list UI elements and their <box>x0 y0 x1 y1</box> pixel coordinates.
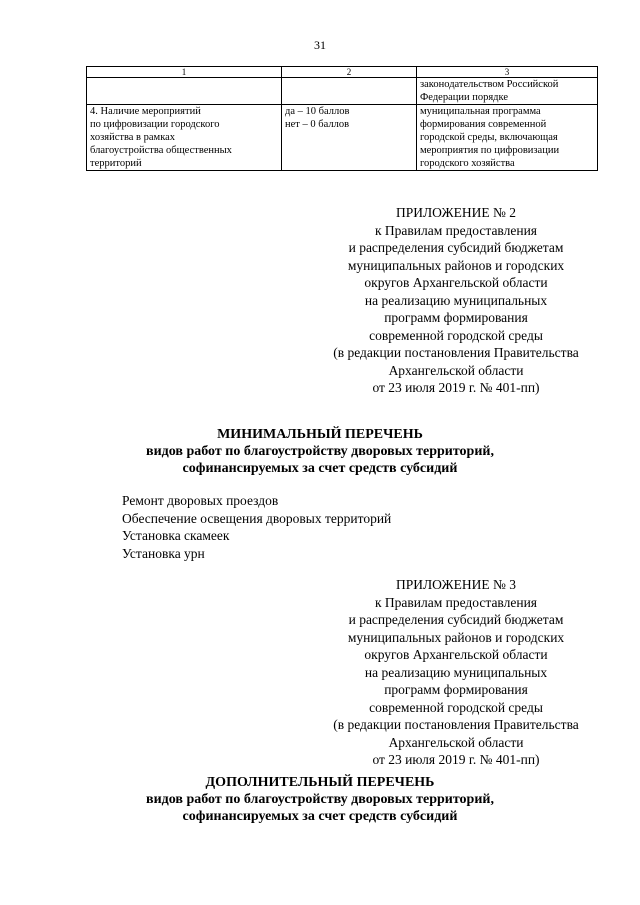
section-subtitle: софинансируемых за счет средств субсидий <box>182 461 458 476</box>
appendix-line: и распределения субсидий бюджетам <box>348 240 564 255</box>
section-title: ДОПОЛНИТЕЛЬНЫЙ ПЕРЕЧЕНЬ <box>205 775 435 790</box>
cell-line: хозяйства в рамках <box>90 132 176 143</box>
appendix-line: Архангельской области <box>388 734 524 750</box>
appendix-title: ПРИЛОЖЕНИЕ № 3 <box>395 577 517 592</box>
appendix-line: муниципальных районов и городских <box>347 257 565 273</box>
column-header: 3 <box>417 67 598 78</box>
appendix-line: от 23 июля 2019 г. № 401-пп) <box>372 752 540 767</box>
cell-line: городской среды, включающая <box>420 132 558 143</box>
section-subtitle: софинансируемых за счет средств субсидий <box>182 809 458 824</box>
appendix-line: к Правилам предоставления <box>374 594 538 610</box>
appendix-line: (в редакции постановления Правительства <box>333 345 579 360</box>
appendix-line: к Правилам предоставления <box>374 222 538 238</box>
appendix-3-block <box>306 576 606 769</box>
cell-line: законодательством Российской <box>420 79 559 90</box>
min-work-list <box>122 492 391 562</box>
column-header: 2 <box>282 67 417 78</box>
appendix-line: современной городской среды <box>369 327 543 343</box>
cell-line: мероприятия по цифровизации <box>420 145 560 156</box>
list-item: Ремонт дворовых проездов <box>122 493 279 508</box>
page-number: 31 <box>314 38 326 52</box>
table-cell <box>417 78 598 105</box>
cell-line: Федерации порядке <box>420 92 509 103</box>
appendix-line: округов Архангельской области <box>364 275 548 290</box>
table-cell <box>87 105 282 171</box>
cell-line: формирования современной <box>420 119 547 130</box>
table-row <box>87 78 598 105</box>
table-cell <box>87 78 282 105</box>
cell-line: благоустройства общественных <box>90 145 232 156</box>
section-subtitle: видов работ по благоустройству дворовых территорий, <box>146 444 494 459</box>
appendix-line: Архангельской области <box>388 362 524 378</box>
appendix-line: муниципальных районов и городских <box>347 629 565 645</box>
appendix-line: на реализацию муниципальных <box>364 664 548 680</box>
min-list-heading <box>0 426 640 477</box>
appendix-2-block <box>306 204 606 397</box>
cell-line: 4. Наличие мероприятий <box>90 106 201 117</box>
table-row <box>87 105 598 171</box>
appendix-line: на реализацию муниципальных <box>364 292 548 308</box>
cell-line: территорий <box>90 158 142 169</box>
list-item: Установка скамеек <box>122 528 230 543</box>
criteria-table <box>86 66 598 171</box>
list-item: Обеспечение освещения дворовых территорий <box>122 510 392 526</box>
cell-line: да – 10 баллов <box>285 106 350 117</box>
cell-line: городского хозяйства <box>420 158 515 169</box>
section-subtitle: видов работ по благоустройству дворовых территорий, <box>146 792 494 807</box>
appendix-line: и распределения субсидий бюджетам <box>348 612 564 627</box>
table-header-row <box>87 67 598 78</box>
cell-line: муниципальная программа <box>420 106 541 117</box>
list-item: Установка урн <box>122 545 205 561</box>
appendix-line: (в редакции постановления Правительства <box>333 717 579 732</box>
cell-line: по цифровизации городского <box>90 119 220 130</box>
table-cell <box>282 78 417 105</box>
appendix-line: округов Архангельской области <box>364 647 548 662</box>
appendix-title: ПРИЛОЖЕНИЕ № 2 <box>395 205 517 220</box>
table-cell <box>417 105 598 171</box>
appendix-line: программ формирования <box>384 682 528 697</box>
appendix-line: современной городской среды <box>369 699 543 715</box>
appendix-line: от 23 июля 2019 г. № 401-пп) <box>372 380 540 395</box>
section-title: МИНИМАЛЬНЫЙ ПЕРЕЧЕНЬ <box>217 427 423 442</box>
cell-line: нет – 0 баллов <box>285 119 350 130</box>
appendix-line: программ формирования <box>384 310 528 325</box>
extra-list-heading <box>0 774 640 825</box>
table-cell <box>282 105 417 171</box>
column-header: 1 <box>87 67 282 78</box>
